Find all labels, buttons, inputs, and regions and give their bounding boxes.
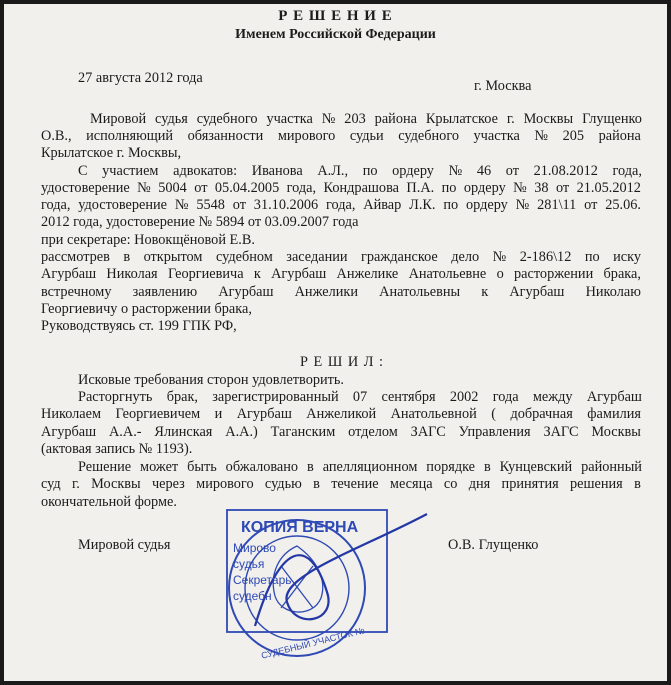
- word: брак,: [166, 389, 198, 405]
- word: удостоверение: [41, 180, 130, 196]
- stamp-line-3: Секретарь: [233, 573, 292, 587]
- decision-paragraph-2-line-1: [78, 389, 642, 406]
- word: Кунцевский: [499, 459, 573, 475]
- word: встречному: [41, 284, 112, 300]
- word: сентября: [381, 389, 436, 405]
- word: О.В.,: [41, 128, 72, 144]
- word: 05.04.2005: [214, 180, 280, 196]
- word: от: [194, 180, 208, 196]
- word: о: [496, 266, 504, 282]
- word: удостоверение: [78, 197, 168, 213]
- decision-paragraph-2-line-3: [41, 424, 641, 441]
- signature-role: Мировой судья: [78, 537, 171, 553]
- word: года,: [612, 163, 642, 179]
- word: открытом: [143, 249, 203, 265]
- word: заседании: [286, 249, 348, 265]
- word: Агурбаш: [509, 284, 565, 300]
- court-decision-document: [4, 4, 667, 681]
- word: г.: [506, 111, 515, 127]
- word: №: [448, 163, 463, 179]
- word: решения: [570, 476, 623, 492]
- word: 38: [534, 180, 549, 196]
- word: может: [140, 459, 179, 475]
- word: (: [491, 406, 496, 422]
- word: мирового: [277, 128, 336, 144]
- word: в: [123, 249, 131, 265]
- word: района: [374, 111, 417, 127]
- case-line-1: [41, 249, 641, 266]
- word: 203: [344, 111, 366, 127]
- word: районный: [581, 459, 642, 475]
- word: Москвы: [591, 424, 641, 440]
- word: №: [174, 197, 189, 213]
- word: со: [443, 476, 458, 492]
- word: по: [584, 249, 600, 265]
- lawyers-line-4: 2012 года, удостоверение № 5894 от 03.09.2007 года: [41, 214, 359, 230]
- word: Расторгнуть: [78, 389, 153, 405]
- word: Айвар: [363, 197, 402, 213]
- word: исполняющий: [86, 128, 174, 144]
- word: №: [137, 180, 151, 196]
- case-line-4: Георгиевичу о расторжении брака,: [41, 301, 252, 317]
- stamp-line-2: судья: [233, 557, 265, 571]
- decision-paragraph-2-line-2: [41, 406, 641, 423]
- word: к: [481, 284, 489, 300]
- word: Агурбаш: [586, 389, 642, 405]
- word: Николая: [106, 266, 158, 282]
- word: Москвы: [523, 111, 574, 127]
- word: между: [532, 389, 573, 405]
- intro-line-2: [41, 128, 641, 145]
- word: течение: [331, 476, 379, 492]
- word: 25.06.: [605, 197, 641, 213]
- word: Решение: [78, 459, 132, 475]
- word: ордеру: [392, 163, 434, 179]
- word: дня: [468, 476, 491, 492]
- lawyers-line-2: [41, 180, 641, 197]
- word: Николаю: [585, 284, 641, 300]
- word: судебного: [196, 111, 258, 127]
- word: судебного: [398, 128, 459, 144]
- word: Агурбаш: [236, 406, 292, 422]
- word: в: [634, 476, 641, 492]
- word: 2002: [449, 389, 479, 405]
- word: 31.10.2006: [253, 197, 319, 213]
- document-subtitle: Именем Российской Федерации: [235, 27, 436, 42]
- word: А.А.-: [108, 424, 142, 440]
- word: Агурбаш: [41, 266, 97, 282]
- word: адвокатов:: [173, 163, 238, 179]
- word: Кондрашова: [323, 180, 399, 196]
- word: Ялинская: [154, 424, 213, 440]
- decision-city: г. Москва: [474, 78, 532, 94]
- stamp-line-1: Мирово: [233, 541, 276, 555]
- word: заявлению: [132, 284, 198, 300]
- word: 2-186\12: [519, 249, 572, 265]
- stamp-ring-text: СУДЕБНЫЙ УЧАСТОК №: [260, 625, 366, 661]
- word: района: [598, 128, 641, 144]
- word: Агурбаш: [41, 424, 97, 440]
- copy-certified-stamp: [209, 504, 449, 664]
- word: 21.05.2012: [576, 180, 641, 196]
- word: №: [321, 111, 336, 127]
- word: отделом: [348, 424, 398, 440]
- word: фамилия: [587, 406, 641, 422]
- word: участием: [102, 163, 159, 179]
- case-line-5: Руководствуясь ст. 199 ГПК РФ,: [41, 318, 237, 334]
- word: участка: [473, 128, 520, 144]
- word: от: [232, 197, 246, 213]
- word: быть: [187, 459, 217, 475]
- word: в: [483, 459, 491, 475]
- word: Анатольевне: [408, 266, 487, 282]
- word: Крылатское: [425, 111, 498, 127]
- word: Москвы: [91, 476, 141, 492]
- word: Николаем: [41, 406, 102, 422]
- word: судьи: [349, 128, 384, 144]
- word: 205: [562, 128, 585, 144]
- word: от: [555, 180, 570, 196]
- word: Анжелики: [294, 284, 359, 300]
- word: года: [492, 389, 519, 405]
- decision-paragraph-1: Исковые требования сторон удовлетворить.: [78, 372, 344, 388]
- word: дело: [451, 249, 480, 265]
- word: 21.08.2012: [533, 163, 598, 179]
- word: ордеру: [465, 197, 508, 213]
- word: Анатольевной: [390, 406, 477, 422]
- word: Таганским: [270, 424, 336, 440]
- word: от: [505, 163, 519, 179]
- word: №: [534, 128, 549, 144]
- decision-paragraph-2-line-4: (актовая запись № 1193).: [41, 441, 193, 457]
- lawyers-line-3: [41, 197, 641, 214]
- word: 46: [476, 163, 492, 179]
- word: Л.К.: [409, 197, 436, 213]
- word: обжаловано: [225, 459, 299, 475]
- word: в: [313, 476, 320, 492]
- word: месяца: [389, 476, 433, 492]
- word: ЗАГС: [543, 424, 579, 440]
- word: к: [253, 266, 261, 282]
- word: г.: [72, 476, 80, 492]
- secretary-line: при секретаре: Новокщёновой Е.В.: [41, 232, 255, 248]
- word: года,: [325, 197, 356, 213]
- word: и: [214, 406, 223, 422]
- word: судья: [155, 111, 188, 127]
- case-line-3: [41, 284, 641, 301]
- word: мирового: [196, 476, 254, 492]
- word: П.А.: [406, 180, 435, 196]
- word: 07: [352, 389, 368, 405]
- word: иску: [613, 249, 641, 265]
- word: года,: [41, 197, 71, 213]
- word: по: [443, 197, 459, 213]
- word: Агурбаш: [218, 284, 274, 300]
- word: №: [515, 197, 530, 213]
- word: брака,: [603, 266, 641, 282]
- decision-date: 27 августа 2012 года: [78, 70, 203, 86]
- word: 281\11: [537, 197, 577, 213]
- word: Управления: [458, 424, 531, 440]
- word: от: [584, 197, 598, 213]
- word: 5004: [158, 180, 187, 196]
- word: Анжелике: [336, 266, 399, 282]
- word: участка: [266, 111, 313, 127]
- lawyers-line-1: [78, 163, 642, 180]
- word: Георгиевича: [167, 266, 244, 282]
- word: гражданское: [361, 249, 438, 265]
- stamp-header: КОПИЯ ВЕРНА: [241, 519, 359, 536]
- word: рассмотрев: [41, 249, 110, 265]
- word: обязанности: [187, 128, 264, 144]
- word: Глущенко: [582, 111, 642, 127]
- word: Георгиевичем: [115, 406, 201, 422]
- word: Агурбаш: [271, 266, 327, 282]
- word: порядке: [426, 459, 476, 475]
- word: №: [513, 180, 527, 196]
- decision-paragraph-3-line-3: окончательной форме.: [41, 494, 177, 510]
- word: года,: [286, 180, 317, 196]
- decision-paragraph-3-line-2: [41, 476, 641, 493]
- word: апелляционном: [322, 459, 418, 475]
- decision-heading: Р Е Ш И Л :: [300, 354, 384, 370]
- word: по: [362, 163, 378, 179]
- stamp-line-4: судебн: [233, 589, 272, 603]
- word: А.А.): [225, 424, 258, 440]
- case-line-2: [41, 266, 641, 283]
- word: через: [151, 476, 185, 492]
- intro-line-1: [90, 111, 642, 128]
- word: Мировой: [90, 111, 147, 127]
- word: 5548: [196, 197, 225, 213]
- word: судью: [264, 476, 302, 492]
- word: А.Л.,: [317, 163, 349, 179]
- word: Анатольевны: [379, 284, 461, 300]
- word: по: [441, 180, 457, 196]
- signature-name: О.В. Глущенко: [448, 537, 539, 553]
- word: принятия: [501, 476, 559, 492]
- word: суд: [41, 476, 61, 492]
- word: судебном: [215, 249, 273, 265]
- document-title: Р Е Ш Е Н И Е: [278, 8, 393, 24]
- intro-line-3: Крылатское г. Москвы,: [41, 145, 182, 161]
- word: в: [307, 459, 314, 475]
- word: расторжении: [514, 266, 594, 282]
- word: Анжеликой: [306, 406, 377, 422]
- word: Иванова: [251, 163, 303, 179]
- word: ордеру: [463, 180, 506, 196]
- word: зарегистрированный: [212, 389, 339, 405]
- word: С: [78, 163, 88, 179]
- word: ЗАГС: [410, 424, 446, 440]
- decision-paragraph-3-line-1: [78, 459, 642, 476]
- word: добрачная: [510, 406, 573, 422]
- word: №: [492, 249, 507, 265]
